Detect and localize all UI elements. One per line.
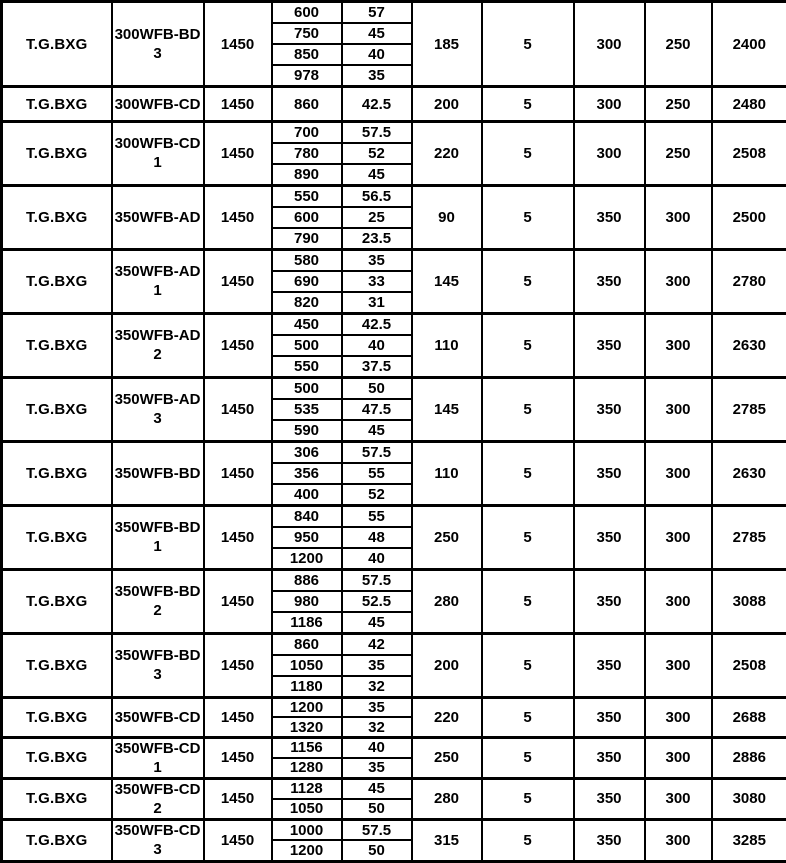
power-cell: 145	[412, 249, 482, 313]
power-cell: 185	[412, 2, 482, 87]
spec-row-group	[2, 819, 786, 840]
col7-cell: 5	[482, 185, 574, 249]
brand-cell: T.G.BXG	[2, 249, 112, 313]
flow-cell: 535	[272, 399, 342, 420]
power-cell: 280	[412, 569, 482, 633]
speed-cell: 1450	[204, 185, 272, 249]
brand-cell: T.G.BXG	[2, 819, 112, 861]
head-cell: 45	[342, 778, 412, 799]
col8-cell: 350	[574, 778, 645, 819]
head-cell: 52.5	[342, 591, 412, 612]
brand-cell: T.G.BXG	[2, 697, 112, 737]
flow-cell: 600	[272, 207, 342, 228]
head-cell: 32	[342, 676, 412, 697]
power-cell: 200	[412, 87, 482, 122]
flow-cell: 790	[272, 228, 342, 249]
speed-cell: 1450	[204, 377, 272, 441]
head-cell: 33	[342, 271, 412, 292]
col7-cell: 5	[482, 569, 574, 633]
brand-cell: T.G.BXG	[2, 737, 112, 778]
speed-cell: 1450	[204, 737, 272, 778]
col8-cell: 300	[574, 122, 645, 186]
model-cell: 300WFB-BD3	[112, 2, 204, 87]
model-cell: 350WFB-BD	[112, 441, 204, 505]
head-cell: 57.5	[342, 569, 412, 590]
spec-row-group	[2, 569, 786, 590]
model-cell: 300WFB-CD	[112, 87, 204, 122]
spec-row-group	[2, 633, 786, 654]
flow-cell: 500	[272, 335, 342, 356]
flow-cell: 860	[272, 633, 342, 654]
power-cell: 145	[412, 377, 482, 441]
model-cell: 350WFB-AD	[112, 185, 204, 249]
flow-cell: 356	[272, 463, 342, 484]
flow-cell: 1200	[272, 840, 342, 861]
weight-cell: 2780	[712, 249, 786, 313]
flow-cell: 580	[272, 249, 342, 270]
model-cell: 350WFB-BD2	[112, 569, 204, 633]
flow-cell: 860	[272, 87, 342, 122]
flow-cell: 400	[272, 484, 342, 505]
col7-cell: 5	[482, 2, 574, 87]
head-cell: 57.5	[342, 441, 412, 462]
flow-cell: 950	[272, 527, 342, 548]
brand-cell: T.G.BXG	[2, 185, 112, 249]
head-cell: 35	[342, 697, 412, 717]
col9-cell: 300	[645, 697, 712, 737]
flow-cell: 890	[272, 164, 342, 185]
col8-cell: 350	[574, 737, 645, 778]
brand-cell: T.G.BXG	[2, 505, 112, 569]
speed-cell: 1450	[204, 249, 272, 313]
flow-cell: 550	[272, 356, 342, 377]
col8-cell: 350	[574, 819, 645, 861]
col7-cell: 5	[482, 313, 574, 377]
head-cell: 55	[342, 463, 412, 484]
speed-cell: 1450	[204, 122, 272, 186]
flow-cell: 1050	[272, 655, 342, 676]
brand-cell: T.G.BXG	[2, 313, 112, 377]
model-cell: 350WFB-BD3	[112, 633, 204, 697]
spec-table-body	[2, 2, 786, 862]
weight-cell: 3285	[712, 819, 786, 861]
flow-cell: 306	[272, 441, 342, 462]
brand-cell: T.G.BXG	[2, 2, 112, 87]
col7-cell: 5	[482, 87, 574, 122]
flow-cell: 1156	[272, 737, 342, 758]
brand-cell: T.G.BXG	[2, 87, 112, 122]
model-cell: 350WFB-CD3	[112, 819, 204, 861]
power-cell: 250	[412, 737, 482, 778]
speed-cell: 1450	[204, 441, 272, 505]
col9-cell: 300	[645, 819, 712, 861]
speed-cell: 1450	[204, 2, 272, 87]
head-cell: 40	[342, 44, 412, 65]
head-cell: 40	[342, 737, 412, 758]
col8-cell: 350	[574, 569, 645, 633]
spec-row-group	[2, 122, 786, 143]
head-cell: 32	[342, 717, 412, 737]
col8-cell: 350	[574, 377, 645, 441]
flow-cell: 780	[272, 143, 342, 164]
head-cell: 56.5	[342, 185, 412, 206]
flow-cell: 590	[272, 420, 342, 441]
flow-cell: 450	[272, 313, 342, 334]
flow-cell: 850	[272, 44, 342, 65]
weight-cell: 2785	[712, 505, 786, 569]
spec-row-group	[2, 249, 786, 270]
head-cell: 40	[342, 548, 412, 569]
spec-row-group	[2, 87, 786, 122]
model-cell: 300WFB-CD1	[112, 122, 204, 186]
col9-cell: 300	[645, 185, 712, 249]
head-cell: 37.5	[342, 356, 412, 377]
model-cell: 350WFB-AD2	[112, 313, 204, 377]
col8-cell: 350	[574, 249, 645, 313]
weight-cell: 2480	[712, 87, 786, 122]
col8-cell: 350	[574, 697, 645, 737]
flow-cell: 690	[272, 271, 342, 292]
col8-cell: 350	[574, 633, 645, 697]
col7-cell: 5	[482, 737, 574, 778]
head-cell: 52	[342, 143, 412, 164]
speed-cell: 1450	[204, 505, 272, 569]
speed-cell: 1450	[204, 697, 272, 737]
col8-cell: 350	[574, 505, 645, 569]
flow-cell: 600	[272, 2, 342, 23]
power-cell: 315	[412, 819, 482, 861]
weight-cell: 2508	[712, 633, 786, 697]
weight-cell: 2400	[712, 2, 786, 87]
head-cell: 45	[342, 23, 412, 44]
flow-cell: 1200	[272, 548, 342, 569]
head-cell: 45	[342, 164, 412, 185]
col9-cell: 300	[645, 249, 712, 313]
speed-cell: 1450	[204, 778, 272, 819]
brand-cell: T.G.BXG	[2, 569, 112, 633]
col9-cell: 300	[645, 441, 712, 505]
col7-cell: 5	[482, 377, 574, 441]
head-cell: 31	[342, 292, 412, 313]
spec-row-group	[2, 737, 786, 758]
model-cell: 350WFB-AD1	[112, 249, 204, 313]
col9-cell: 250	[645, 87, 712, 122]
power-cell: 220	[412, 122, 482, 186]
col7-cell: 5	[482, 505, 574, 569]
spec-row-group	[2, 778, 786, 799]
spec-row-group	[2, 185, 786, 206]
head-cell: 40	[342, 335, 412, 356]
flow-cell: 978	[272, 65, 342, 86]
flow-cell: 886	[272, 569, 342, 590]
head-cell: 35	[342, 249, 412, 270]
model-cell: 350WFB-CD	[112, 697, 204, 737]
flow-cell: 500	[272, 377, 342, 398]
speed-cell: 1450	[204, 87, 272, 122]
head-cell: 50	[342, 840, 412, 861]
power-cell: 280	[412, 778, 482, 819]
spec-row-group	[2, 441, 786, 462]
weight-cell: 2886	[712, 737, 786, 778]
weight-cell: 2500	[712, 185, 786, 249]
col8-cell: 350	[574, 441, 645, 505]
weight-cell: 2630	[712, 313, 786, 377]
model-cell: 350WFB-CD2	[112, 778, 204, 819]
weight-cell: 2785	[712, 377, 786, 441]
power-cell: 110	[412, 441, 482, 505]
flow-cell: 550	[272, 185, 342, 206]
col9-cell: 300	[645, 737, 712, 778]
head-cell: 55	[342, 505, 412, 526]
power-cell: 220	[412, 697, 482, 737]
col9-cell: 250	[645, 122, 712, 186]
col9-cell: 300	[645, 633, 712, 697]
brand-cell: T.G.BXG	[2, 122, 112, 186]
weight-cell: 2688	[712, 697, 786, 737]
col7-cell: 5	[482, 697, 574, 737]
power-cell: 200	[412, 633, 482, 697]
col7-cell: 5	[482, 122, 574, 186]
col8-cell: 300	[574, 2, 645, 87]
model-cell: 350WFB-AD3	[112, 377, 204, 441]
speed-cell: 1450	[204, 569, 272, 633]
flow-cell: 820	[272, 292, 342, 313]
head-cell: 35	[342, 655, 412, 676]
weight-cell: 2630	[712, 441, 786, 505]
col8-cell: 350	[574, 185, 645, 249]
model-cell: 350WFB-CD1	[112, 737, 204, 778]
brand-cell: T.G.BXG	[2, 778, 112, 819]
flow-cell: 1000	[272, 819, 342, 840]
col8-cell: 350	[574, 313, 645, 377]
col9-cell: 300	[645, 313, 712, 377]
flow-cell: 1280	[272, 758, 342, 779]
col7-cell: 5	[482, 441, 574, 505]
col9-cell: 300	[645, 505, 712, 569]
spec-row-group	[2, 377, 786, 398]
head-cell: 23.5	[342, 228, 412, 249]
power-cell: 250	[412, 505, 482, 569]
spec-row-group	[2, 2, 786, 23]
speed-cell: 1450	[204, 633, 272, 697]
col9-cell: 300	[645, 377, 712, 441]
head-cell: 57.5	[342, 819, 412, 840]
head-cell: 42.5	[342, 313, 412, 334]
head-cell: 42.5	[342, 87, 412, 122]
brand-cell: T.G.BXG	[2, 377, 112, 441]
flow-cell: 1050	[272, 799, 342, 820]
head-cell: 42	[342, 633, 412, 654]
spec-row-group	[2, 697, 786, 717]
flow-cell: 1320	[272, 717, 342, 737]
head-cell: 48	[342, 527, 412, 548]
head-cell: 25	[342, 207, 412, 228]
col8-cell: 300	[574, 87, 645, 122]
col9-cell: 250	[645, 2, 712, 87]
head-cell: 35	[342, 65, 412, 86]
col7-cell: 5	[482, 249, 574, 313]
flow-cell: 750	[272, 23, 342, 44]
flow-cell: 1200	[272, 697, 342, 717]
head-cell: 52	[342, 484, 412, 505]
brand-cell: T.G.BXG	[2, 633, 112, 697]
head-cell: 35	[342, 758, 412, 779]
head-cell: 45	[342, 420, 412, 441]
flow-cell: 1180	[272, 676, 342, 697]
weight-cell: 3080	[712, 778, 786, 819]
brand-cell: T.G.BXG	[2, 441, 112, 505]
col9-cell: 300	[645, 569, 712, 633]
spec-row-group	[2, 505, 786, 526]
flow-cell: 700	[272, 122, 342, 143]
model-cell: 350WFB-BD1	[112, 505, 204, 569]
weight-cell: 2508	[712, 122, 786, 186]
weight-cell: 3088	[712, 569, 786, 633]
col9-cell: 300	[645, 778, 712, 819]
flow-cell: 1128	[272, 778, 342, 799]
col7-cell: 5	[482, 778, 574, 819]
col7-cell: 5	[482, 819, 574, 861]
spec-row-group	[2, 313, 786, 334]
power-cell: 110	[412, 313, 482, 377]
speed-cell: 1450	[204, 819, 272, 861]
speed-cell: 1450	[204, 313, 272, 377]
flow-cell: 980	[272, 591, 342, 612]
head-cell: 45	[342, 612, 412, 633]
power-cell: 90	[412, 185, 482, 249]
head-cell: 57	[342, 2, 412, 23]
head-cell: 57.5	[342, 122, 412, 143]
col7-cell: 5	[482, 633, 574, 697]
head-cell: 47.5	[342, 399, 412, 420]
head-cell: 50	[342, 377, 412, 398]
flow-cell: 1186	[272, 612, 342, 633]
flow-cell: 840	[272, 505, 342, 526]
head-cell: 50	[342, 799, 412, 820]
